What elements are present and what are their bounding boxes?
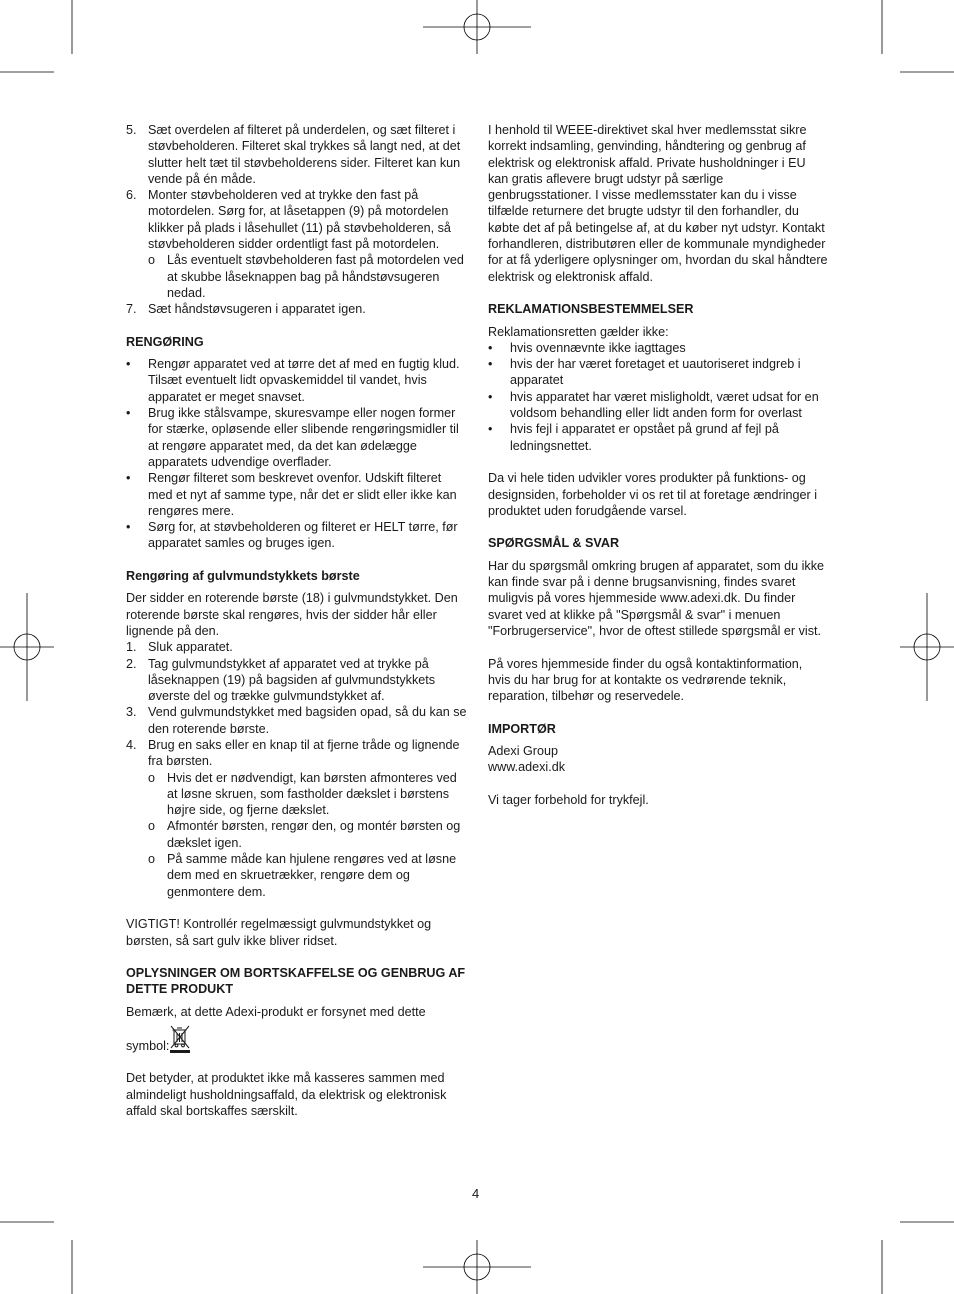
sub-list-item <box>126 770 468 819</box>
disposal-meaning: Det betyder, at produktet ikke må kasseres sammen med almindeligt husholdningsaffald, da elektrisk og elektronisk affald skal bortskaffes særskilt. <box>126 1071 447 1118</box>
bullet-mark: • <box>126 357 131 372</box>
registration-target-top <box>423 0 531 54</box>
list-number: 6. <box>126 188 137 203</box>
claims-intro: Reklamationsretten gælder ikke: <box>488 324 669 339</box>
sub-list-mark: o <box>148 819 156 834</box>
bullet-text: hvis ovennævnte ikke iagttages <box>510 340 686 355</box>
sub-list-text: Hvis det er nødvendigt, kan børsten afmonteres ved at løsne skruen, som fastholder dækslet i børstens højre side, og fjerne dækslet. <box>167 770 457 818</box>
bullet-mark: • <box>126 406 131 421</box>
brush-intro: Der sidder en roterende børste (18) i gulvmundstykket. Den roterende børste skal rengøres, hvis der sidder hår eller lignende på den. <box>126 591 458 638</box>
right-column <box>488 122 828 808</box>
bullet-text: Sørg for, at støvbeholderen og filteret er HELT tørre, før apparatet samles og bruges igen. <box>148 520 458 551</box>
list-text: Monter støvbeholderen ved at trykke den fast på motordelen. Sørg for, at låsetappen (9) på motordelen klikker på plads i låsehullet (11) på støvbeholderen, så støvbeholderen sidder ordentligt fast på motordelen. <box>148 188 451 252</box>
page-number: 4 <box>472 1186 480 1201</box>
bullet-text: hvis fejl i apparatet er opstået på grund af fejl på ledningsnettet. <box>510 422 779 453</box>
bullet-item <box>488 356 828 389</box>
bullet-mark: • <box>488 357 493 372</box>
sub-list-item <box>126 252 468 301</box>
print-note: Vi tager forbehold for trykfejl. <box>488 792 649 807</box>
bullet-mark: • <box>488 389 493 404</box>
bullet-text: hvis apparatet har været misligholdt, været udsat for en voldsom behandling eller lidt anden form for overlast <box>510 389 819 421</box>
list-number: 7. <box>126 302 137 317</box>
section-heading-qa: SPØRGSMÅL & SVAR <box>488 536 620 551</box>
list-number: 2. <box>126 656 137 671</box>
bullet-mark: • <box>126 471 131 486</box>
bullet-item <box>126 405 468 470</box>
important-note: VIGTIGT! Kontrollér regelmæssigt gulvmundstykket og børsten, så sart gulv ikke bliver ridset. <box>126 917 432 948</box>
bullet-item <box>126 470 468 519</box>
bullet-text: Brug ikke stålsvampe, skuresvampe eller nogen former for stærke, opløsende eller slibende rengøringsmidler til at rengøre apparatet med, da det kan ødelægge apparatets udvendige overflader. <box>148 406 459 469</box>
bullet-mark: • <box>488 340 493 355</box>
list-item <box>126 122 468 187</box>
bullet-text: Rengør apparatet ved at tørre det af med en fugtig klud. Tilsæt eventuelt lidt opvaskemiddel til vandet, hvis apparatet er meget snavset. <box>148 357 460 404</box>
left-column <box>126 122 468 1119</box>
bullet-item <box>488 421 828 454</box>
list-item <box>126 187 468 252</box>
list-number: 5. <box>126 123 137 137</box>
list-text: Vend gulvmundstykket med bagsiden opad, så du kan se den roterende børste. <box>148 705 467 736</box>
sub-list-mark: o <box>148 852 156 867</box>
list-text: Sæt håndstøvsugeren i apparatet igen. <box>148 302 366 317</box>
bullet-text: hvis der har været foretaget et uautoriseret indgreb i apparatet <box>510 357 801 388</box>
list-text: Brug en saks eller en knap til at fjerne tråde og lignende fra børsten. <box>148 737 460 769</box>
crossed-out-wheelie-bin-icon <box>169 1024 191 1054</box>
bullet-text: Rengør filteret som beskrevet ovenfor. Udskift filteret med et nyt af samme type, når det er slidt eller ikke kan rengøres mere. <box>148 471 457 518</box>
list-text: Sæt overdelen af filteret på underdelen, og sæt filteret i støvbeholderen. Filteret skal trykkes så langt ned, at det slutter helt tæt til støvbeholderens sider. Filteret kan kun vende på én måde. <box>148 123 461 186</box>
bullet-mark: • <box>488 422 493 437</box>
importer-name: Adexi Group <box>488 743 559 758</box>
symbol-label: symbol: <box>126 1038 170 1053</box>
sub-list-item <box>126 818 468 851</box>
list-item <box>126 704 468 737</box>
list-number: 3. <box>126 705 137 720</box>
weee-text: I henhold til WEEE-direktivet skal hver medlemsstat sikre korrekt indsamling, genvinding, håndtering og genbrug af elektrisk og elektronisk affald. Private husholdninger i EU kan gratis aflevere brugt udstyr på særlige genbrugsstationer. I visse medlemsstater kan du i visse tilfælde returnere det brugte udstyr til den forhandler, du købte det af på betingelse af, at du køber nyt udstyr. Kontakt forhandleren, distributøren eller de kommunale myndigheder for at få yderligere oplysninger om, hvordan du skal håndtere elektrisk og elektronisk affald. <box>488 123 828 284</box>
list-item <box>126 737 468 770</box>
symbol-line <box>126 1020 468 1054</box>
list-item <box>126 301 468 317</box>
bullet-item <box>126 356 468 405</box>
registration-target-left <box>0 593 54 701</box>
contact-text: På vores hjemmeside finder du også kontaktinformation, hvis du har brug for at kontakte os vedrørende teknik, reparation, tilbehør og reservedele. <box>488 656 803 704</box>
list-item <box>126 639 468 655</box>
registration-target-bottom <box>423 1240 531 1294</box>
sub-list-text: På samme måde kan hjulene rengøres ved at løsne dem med en skruetrækker, rengøre dem og genmontere dem. <box>167 852 457 899</box>
list-text: Sluk apparatet. <box>148 640 233 655</box>
qa-text: Har du spørgsmål omkring brugen af apparatet, som du ikke kan finde svar på i denne brugsanvisning, findes svaret muligvis på vores hjemmeside www.adexi.dk. Du finder svaret ved at klikke på "Spørgsmål & svar" i menuen "Forbrugerservice", hvor de oftest stillede spørgsmål er vist. <box>488 558 824 638</box>
sub-list-item <box>126 851 468 900</box>
list-number: 1. <box>126 640 137 655</box>
section-heading-cleaning: RENGØRING <box>126 334 204 349</box>
bullet-item <box>126 519 468 552</box>
list-number: 4. <box>126 737 137 752</box>
bullet-item <box>488 389 828 422</box>
section-heading-brush: Rengøring af gulvmundstykkets børste <box>126 569 360 584</box>
section-heading-importer: IMPORTØR <box>488 721 556 736</box>
disposal-note: Bemærk, at dette Adexi-produkt er forsynet med dette <box>126 1004 426 1019</box>
sub-list-text: Afmontér børsten, rengør den, og montér børsten og dækslet igen. <box>167 819 461 850</box>
bullet-mark: • <box>126 520 131 535</box>
sub-list-text: Lås eventuelt støvbeholderen fast på motordelen ved at skubbe låseknappen bag på håndstøvsugeren nedad. <box>167 253 464 300</box>
sub-list-mark: o <box>148 253 156 268</box>
importer-web: www.adexi.dk <box>488 760 565 775</box>
sub-list-mark: o <box>148 770 156 785</box>
list-text: Tag gulvmundstykket af apparatet ved at trykke på låseknappen (19) på bagsiden af gulvmundstykkets øverste del og trække gulvmundstykket af. <box>148 656 436 704</box>
section-heading-claims: REKLAMATIONSBESTEMMELSER <box>488 302 694 317</box>
list-item <box>126 656 468 705</box>
registration-target-right <box>900 593 954 701</box>
bullet-item <box>488 340 828 356</box>
section-heading-disposal: OPLYSNINGER OM BORTSKAFFELSE OG GENBRUG AF DETTE PRODUKT <box>126 966 466 997</box>
development-note: Da vi hele tiden udvikler vores produkter på funktions- og designsiden, forbeholder vi os ret til at foretage ændringer i produktet uden forudgående varsel. <box>488 471 818 518</box>
